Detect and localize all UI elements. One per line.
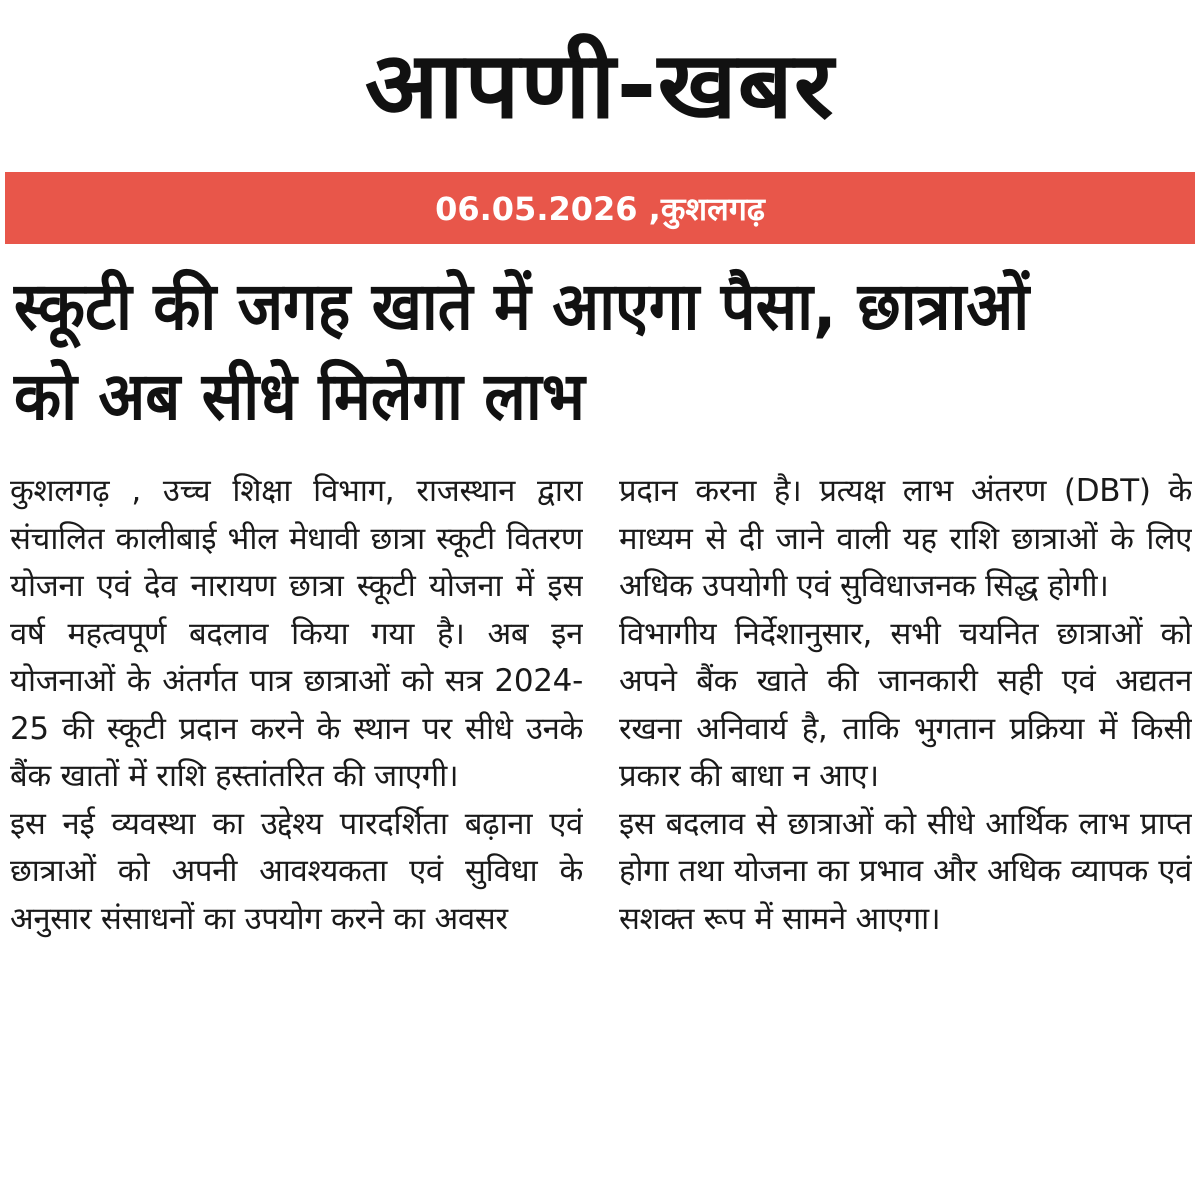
- paragraph-benefit: इस बदलाव से छात्राओं को सीधे आर्थिक लाभ प्राप्त होगा तथा योजना का प्रभाव और अधिक व्यापक एवं सशक्त रूप में सामने आएगा।: [619, 805, 1192, 937]
- paragraph-purpose-continued: प्रदान करना है। प्रत्यक्ष लाभ अंतरण (DBT) के माध्यम से दी जाने वाली यह राशि छात्राओं के लिए अधिक उपयोगी एवं सुविधाजनक सिद्ध होगी।: [619, 473, 1192, 604]
- paragraph-intro: कुशलगढ़ , उच्च शिक्षा विभाग, राजस्थान द्वारा संचालित कालीबाई भील मेधावी छात्रा स्कूटी वितरण योजना एवं देव नारायण छात्रा स्कूटी योजना में इस वर्ष महत्वपूर्ण बदलाव किया गया है। अब इन योजनाओं के अंतर्गत पात्र छात्राओं को सत्र 2024-25 की स्कूटी प्रदान करने के स्थान पर सीधे उनके बैंक खातों में राशि हस्तांतरित की जाएगी।: [10, 473, 583, 794]
- article-column-right: [619, 468, 1192, 1180]
- dateline-text: 06.05.2026 ,कुशलगढ़: [435, 189, 765, 228]
- masthead: [0, 0, 1200, 172]
- article-column-left: [10, 468, 583, 1180]
- paragraph-purpose: इस नई व्यवस्था का उद्देश्य पारदर्शिता बढ़ाना एवं छात्राओं को अपनी आवश्यकता एवं सुविधा के अनुसार संसाधनों का उपयोग करने का अवसर: [10, 805, 583, 937]
- dateline-bar: [5, 172, 1195, 244]
- paragraph-bank-instructions: विभागीय निर्देशानुसार, सभी चयनित छात्राओं को अपने बैंक खाते की जानकारी सही एवं अद्यतन रखना अनिवार्य है, ताकि भुगतान प्रक्रिया में किसी प्रकार की बाधा न आए।: [619, 615, 1192, 794]
- masthead-title: आपणी-खबर: [365, 32, 835, 139]
- article-body: [10, 468, 1192, 1180]
- article-headline: स्कूटी की जगह खाते में आएगा पैसा, छात्राओं को अब सीधे मिलेगा लाभ: [14, 268, 1030, 435]
